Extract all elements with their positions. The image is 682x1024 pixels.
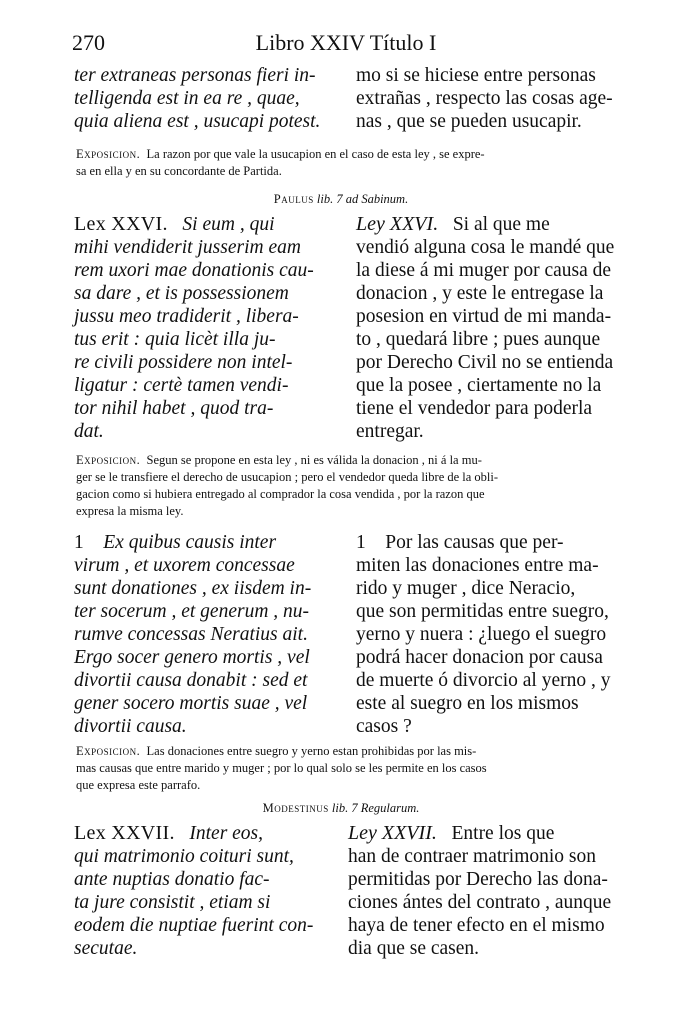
attribution-source: lib. 7 ad Sabinum. [316, 192, 409, 206]
paragraph-number: 1 [74, 532, 84, 553]
attribution-author: Modestinus [262, 801, 329, 815]
lex-heading: Lex XXVI. [74, 213, 168, 235]
latin-line: ta jure consistit , etiam si [74, 892, 271, 913]
latin-column-lex-27 [74, 822, 344, 960]
spanish-line: de muerte ó divorcio al yerno , y [356, 670, 611, 691]
exposicion-note [76, 743, 622, 794]
latin-line: eodem die nuptiae fuerint con- [74, 915, 314, 936]
attribution [0, 191, 682, 207]
spanish-line: este al suegro en los mismos [356, 693, 579, 714]
spanish-column-continuation [356, 64, 626, 133]
spanish-line: mo si se hiciese entre personas [356, 65, 596, 86]
spanish-line: Entre los que [451, 823, 555, 844]
latin-line: gener socero mortis suae , vel [74, 693, 308, 714]
spanish-line: vendió alguna cosa le mandé que [356, 237, 615, 258]
latin-line: divortii causa donabit : sed et [74, 670, 308, 691]
spanish-line: dia que se casen. [348, 938, 480, 959]
attribution [0, 800, 682, 816]
spanish-line: miten las donaciones entre ma- [356, 555, 599, 576]
attribution-source: lib. 7 Regularum. [331, 801, 420, 815]
exposicion-text: que expresa este parrafo. [76, 778, 201, 792]
latin-line: quia aliena est , usucapi potest. [74, 111, 321, 132]
page-header [72, 30, 620, 60]
spanish-line: casos ? [356, 716, 412, 737]
spanish-line: que la posee , ciertamente no la [356, 375, 602, 396]
spanish-line: que son permitidas entre suegro, [356, 601, 609, 622]
latin-line: Ergo socer genero mortis , vel [74, 647, 310, 668]
latin-line: re civili possidere non intel- [74, 352, 293, 373]
latin-line: sa dare , et is possessionem [74, 283, 289, 304]
spanish-line: la diese á mi muger por causa de [356, 260, 612, 281]
spanish-line: entregar. [356, 421, 424, 442]
latin-column-lex-26 [74, 213, 344, 443]
spanish-line: donacion , y este le entregase la [356, 283, 604, 304]
spanish-column-ley-27 [348, 822, 626, 960]
exposicion-text: gacion como si hubiera entregado al comprador la cosa vendida , por la razon que [76, 487, 485, 501]
ley-heading: Ley XXVII. [348, 822, 437, 844]
spanish-line: permitidas por Derecho las dona- [348, 869, 608, 890]
latin-line: rumve concessas Neratius ait. [74, 624, 308, 645]
spanish-line: extrañas , respecto las cosas age- [356, 88, 613, 109]
latin-line: Ex quibus causis inter [103, 532, 277, 553]
spanish-line: podrá hacer donacion por causa [356, 647, 603, 668]
spanish-line: yerno y nuera : ¿luego el suegro [356, 624, 607, 645]
running-title: Libro XXIV Título I [255, 30, 437, 55]
spanish-column-ley-26 [356, 213, 626, 443]
spanish-line: Por las causas que per- [385, 532, 564, 553]
ley-heading: Ley XXVI. [356, 213, 439, 235]
exposicion-note [76, 146, 622, 180]
latin-line: tor nihil habet , quod tra- [74, 398, 274, 419]
latin-line: ligatur : certè tamen vendi- [74, 375, 289, 396]
spanish-line: ciones ántes del contrato , aunque [348, 892, 612, 913]
latin-line: dat. [74, 421, 104, 442]
latin-column-paragraph-1 [74, 531, 344, 738]
spanish-line: rido y muger , dice Neracio, [356, 578, 576, 599]
latin-line: rem uxori mae donationis cau- [74, 260, 314, 281]
latin-line: jussu meo tradiderit , libera- [74, 306, 299, 327]
latin-line: Inter eos, [189, 823, 264, 844]
exposicion-note [76, 452, 622, 520]
spanish-line: han de contraer matrimonio son [348, 846, 597, 867]
latin-line: ante nuptias donatio fac- [74, 869, 270, 890]
latin-line: Si eum , qui [182, 214, 275, 235]
lex-heading: Lex XXVII. [74, 822, 175, 844]
latin-line: divortii causa. [74, 716, 187, 737]
latin-line: ter extraneas personas fieri in- [74, 65, 316, 86]
latin-line: virum , et uxorem concessae [74, 555, 295, 576]
spanish-line: por Derecho Civil no se entienda [356, 352, 614, 373]
latin-line: qui matrimonio coituri sunt, [74, 846, 294, 867]
exposicion-text: mas causas que entre marido y muger ; por lo qual solo se les permite en los casos [76, 761, 487, 775]
spanish-line: tiene el vendedor para poderla [356, 398, 593, 419]
exposicion-label: Exposicion. [76, 453, 141, 467]
latin-line: telligenda est in ea re , quae, [74, 88, 300, 109]
page-number: 270 [72, 30, 105, 55]
latin-line: ter socerum , et generum , nu- [74, 601, 310, 622]
latin-line: sunt donationes , ex iisdem in- [74, 578, 312, 599]
spanish-line: haya de tener efecto en el mismo [348, 915, 605, 936]
exposicion-text: sa en ella y en su concordante de Partida. [76, 164, 282, 178]
spanish-line: nas , que se pueden usucapir. [356, 111, 582, 132]
exposicion-label: Exposicion. [76, 744, 141, 758]
latin-column-continuation [74, 64, 342, 133]
spanish-line: posesion en virtud de mi manda- [356, 306, 612, 327]
exposicion-label: Exposicion. [76, 147, 141, 161]
spanish-column-paragraph-1 [356, 531, 626, 738]
exposicion-text: Las donaciones entre suegro y yerno estan prohibidas por las mis- [146, 744, 477, 758]
spanish-line: to , quedará libre ; pues aunque [356, 329, 601, 350]
exposicion-text: La razon por que vale la usucapion en el caso de esta ley , se expre- [146, 147, 485, 161]
latin-line: mihi vendiderit jusserim eam [74, 237, 301, 258]
exposicion-text: expresa la misma ley. [76, 504, 184, 518]
attribution-author: Paulus [273, 192, 314, 206]
exposicion-text: ger se le transfiere el derecho de usucapion ; pero el vendedor queda libre de la obli- [76, 470, 499, 484]
spanish-line: Si al que me [452, 214, 550, 235]
latin-line: tus erit : quia licèt illa ju- [74, 329, 276, 350]
latin-line: secutae. [74, 938, 138, 959]
paragraph-number: 1 [356, 532, 366, 553]
exposicion-text: Segun se propone en esta ley , ni es válida la donacion , ni á la mu- [146, 453, 482, 467]
